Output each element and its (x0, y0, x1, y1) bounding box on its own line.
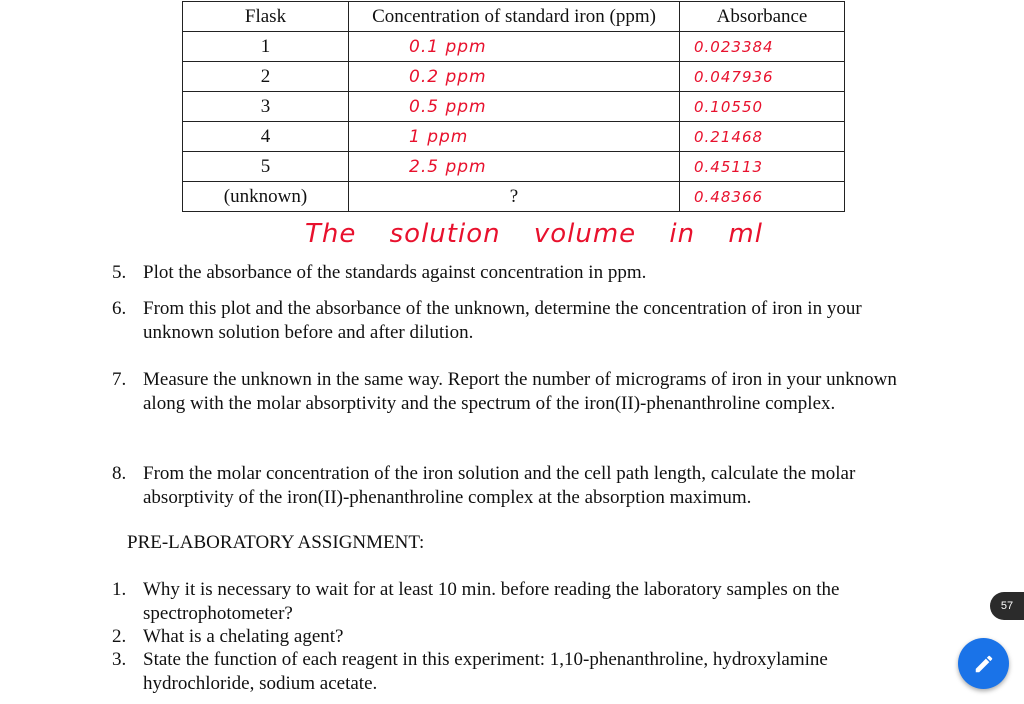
step-number: 6. (112, 298, 127, 319)
concentration-cell: ? (349, 182, 680, 212)
absorbance-cell: 0.10550 (680, 92, 845, 122)
step-text: From the molar concentration of the iron solution and the cell path length, calculate the molar absorptivity of the iron(II)-phenanthroline complex at the absorption maximum. (143, 463, 856, 508)
question-text: What is a chelating agent? (143, 626, 344, 647)
step-item (112, 368, 932, 415)
table-header-row (183, 2, 845, 32)
question-text: Why it is necessary to wait for at least 10 min. before reading the laboratory samples on the spectrophotometer? (143, 579, 840, 624)
header-absorbance: Absorbance (680, 2, 845, 32)
absorbance-cell: 0.45113 (680, 152, 845, 182)
step-item (112, 261, 932, 285)
flask-cell: 4 (183, 122, 349, 152)
standards-table (182, 1, 845, 212)
header-concentration: Concentration of standard iron (ppm) (349, 2, 680, 32)
step-number: 7. (112, 369, 127, 390)
pencil-icon (973, 653, 995, 675)
question-number: 2. (112, 626, 127, 647)
step-number: 8. (112, 463, 127, 484)
prelab-heading: PRE-LABORATORY ASSIGNMENT: (127, 532, 425, 553)
question-number: 3. (112, 649, 127, 670)
absorbance-cell: 0.48366 (680, 182, 845, 212)
header-flask: Flask (183, 2, 349, 32)
absorbance-cell: 0.023384 (680, 32, 845, 62)
concentration-cell: 1 ppm (349, 122, 680, 152)
table-row (183, 32, 845, 62)
flask-cell: (unknown) (183, 182, 349, 212)
annotate-button[interactable] (958, 638, 1009, 689)
page-number-badge[interactable]: 57 (990, 592, 1024, 620)
question-item (112, 648, 932, 695)
step-number: 5. (112, 262, 127, 283)
table-row (183, 92, 845, 122)
absorbance-cell: 0.21468 (680, 122, 845, 152)
concentration-cell: 0.1 ppm (349, 32, 680, 62)
step-text: Measure the unknown in the same way. Report the number of micrograms of iron in your unknown along with the molar absorptivity and the spectrum of the iron(II)-phenanthroline complex. (143, 369, 897, 414)
concentration-cell: 0.5 ppm (349, 92, 680, 122)
table-row (183, 122, 845, 152)
flask-cell: 1 (183, 32, 349, 62)
concentration-cell: 2.5 ppm (349, 152, 680, 182)
table-row (183, 182, 845, 212)
step-item (112, 297, 932, 344)
flask-cell: 3 (183, 92, 349, 122)
question-item (112, 625, 932, 649)
step-text: Plot the absorbance of the standards against concentration in ppm. (143, 262, 647, 283)
step-item (112, 462, 932, 509)
question-text: State the function of each reagent in this experiment: 1,10-phenanthroline, hydroxylamine hydrochloride, sodium acetate. (143, 649, 828, 694)
table-row (183, 152, 845, 182)
flask-cell: 2 (183, 62, 349, 92)
handwritten-note: The solution volume in ml (305, 219, 763, 249)
question-number: 1. (112, 579, 127, 600)
table-row (183, 62, 845, 92)
step-text: From this plot and the absorbance of the unknown, determine the concentration of iron in your unknown solution before and after dilution. (143, 298, 862, 343)
flask-cell: 5 (183, 152, 349, 182)
concentration-cell: 0.2 ppm (349, 62, 680, 92)
question-item (112, 578, 932, 625)
absorbance-cell: 0.047936 (680, 62, 845, 92)
